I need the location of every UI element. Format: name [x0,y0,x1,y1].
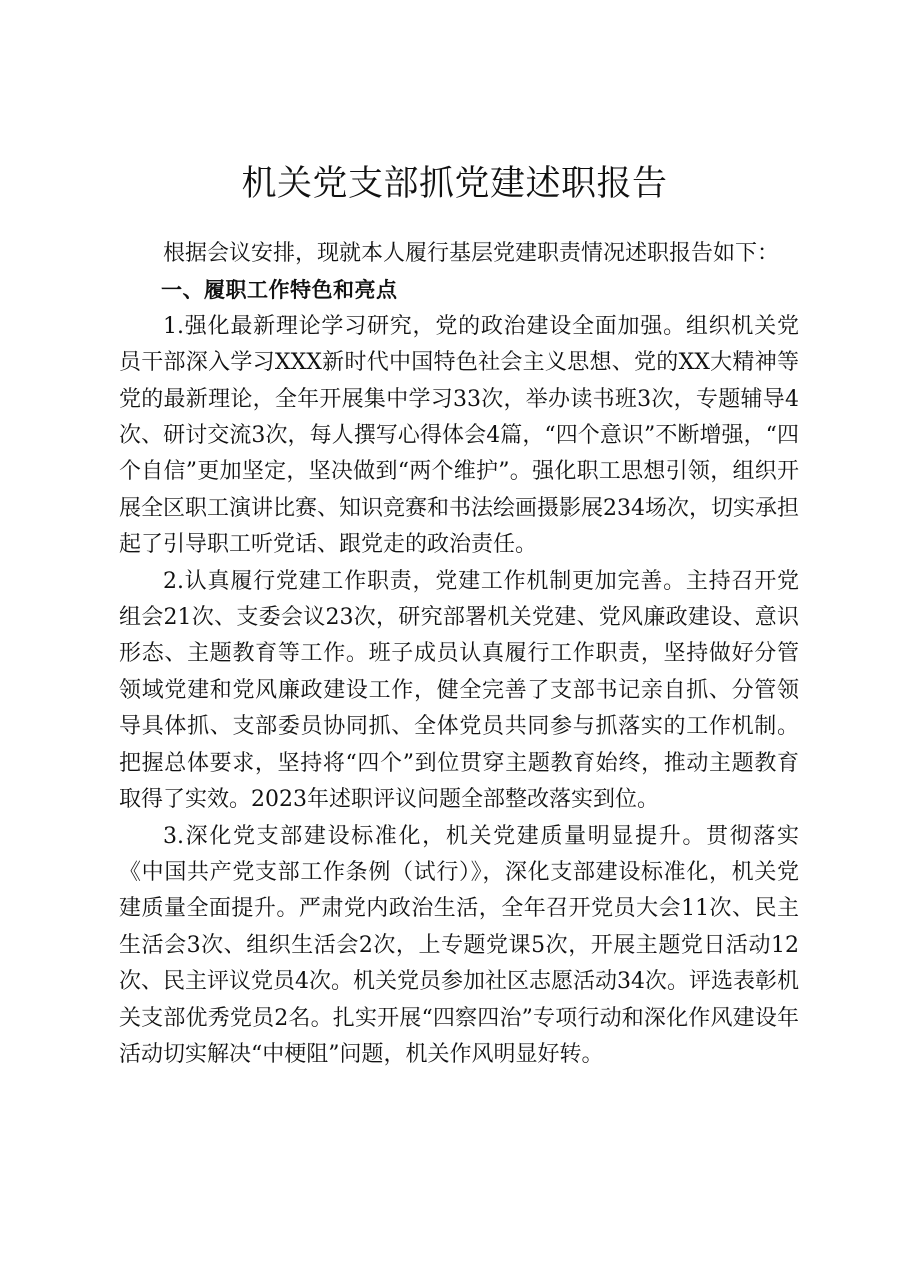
intro-paragraph: 根据会议安排，现就本人履行基层党建职责情况述职报告如下： [163,241,780,266]
document-body [119,236,799,1073]
paragraph-item-1: 1.强化最新理论学习研究，党的政治建设全面加强。组织机关党员干部深入学习XXX新时代中国特色社会主义思想、党的XX大精神等党的最新理论，全年开展集中学习33次，举办读书班3次，专题辅导4次、研讨交流3次，每人撰写心得体会4篇，“四个意识”不断增强，“四个自信”更加坚定，坚决做到“两个维护”。强化职工思想引领，组织开展全区职工演讲比赛、知识竞赛和书法绘画摄影展234场次，切实承担起了引导职工听党话、跟党走的政治责任。 [119,313,799,558]
paragraph-item-3: 3.深化党支部建设标准化，机关党建质量明显提升。贯彻落实《中国共产党支部工作条例（试行）》，深化支部建设标准化，机关党建质量全面提升。严肃党内政治生活，全年召开党员大会11次、民主生活会3次、组织生活会2次，上专题党课5次，开展主题党日活动12次、民主评议党员4次。机关党员参加社区志愿活动34次。评选表彰机关支部优秀党员2名。扎实开展“四察四治”专项行动和深化作风建设年活动切实解决“中梗阻”问题，机关作风明显好转。 [119,823,799,1067]
paragraph-item-2: 2.认真履行党建工作职责，党建工作机制更加完善。主持召开党组会21次、支委会议23次，研究部署机关党建、党风廉政建设、意识形态、主题教育等工作。班子成员认真履行工作职责，坚持做好分管领域党建和党风廉政建设工作，健全完善了支部书记亲自抓、分管领导具体抓、支部委员协同抓、全体党员共同参与抓落实的工作机制。把握总体要求，坚持将“四个”到位贯穿主题教育始终，推动主题教育取得了实效。2023年述职评议问题全部整改落实到位。 [119,568,799,813]
document-title: 机关党支部抓党建述职报告 [241,164,668,204]
section-heading: 一、履职工作特色和亮点 [161,278,398,303]
